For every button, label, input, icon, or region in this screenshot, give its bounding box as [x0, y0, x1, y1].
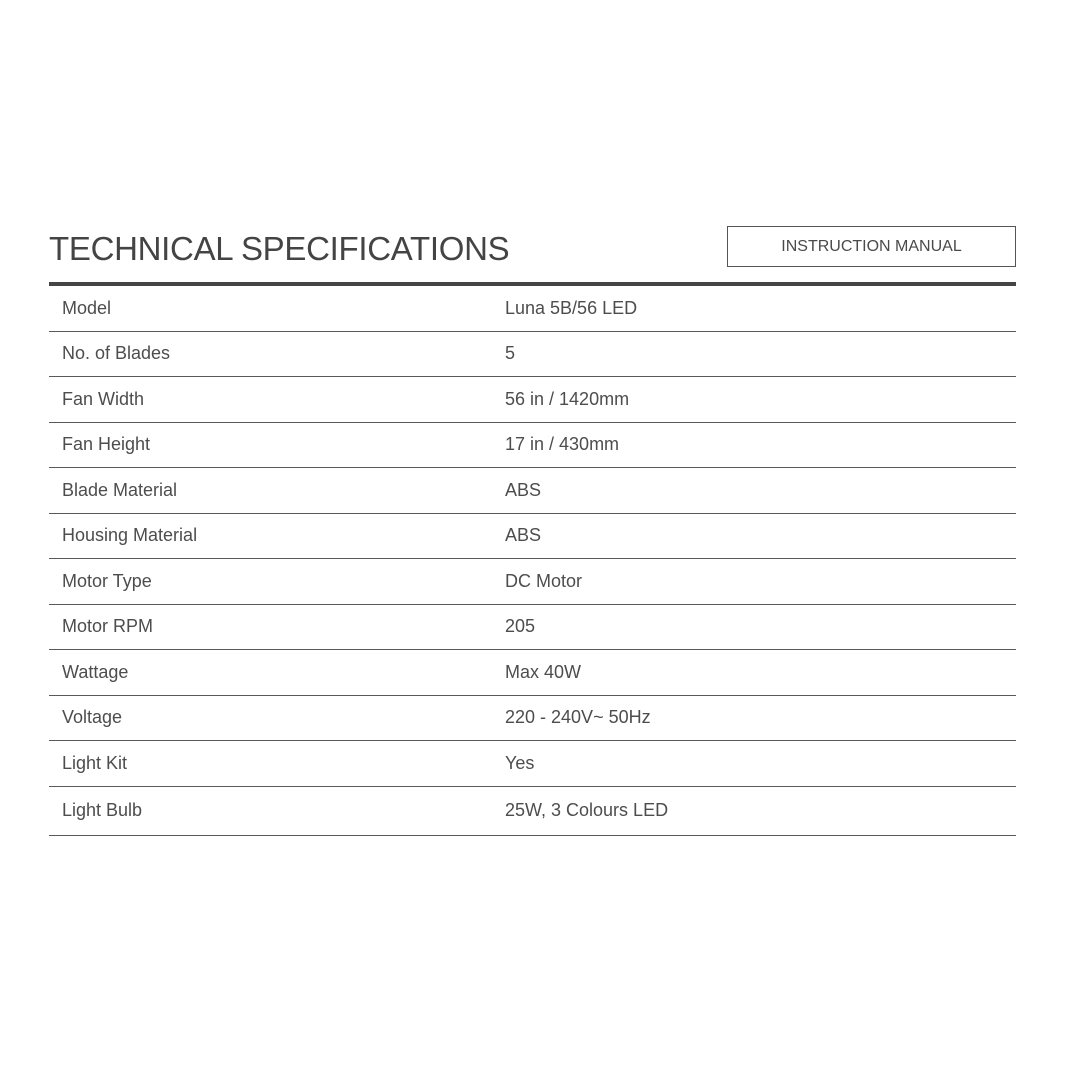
spec-row-blade-material	[49, 468, 1016, 514]
spec-value: 17 in / 430mm	[505, 422, 1016, 468]
spec-row-light-kit	[49, 741, 1016, 787]
spec-label: Motor RPM	[49, 604, 505, 650]
spec-label: No. of Blades	[49, 331, 505, 377]
spec-value: DC Motor	[505, 559, 1016, 605]
spec-label: Model	[49, 286, 505, 331]
spec-row-model	[49, 286, 1016, 331]
spec-row-motor-rpm	[49, 604, 1016, 650]
spec-value: 5	[505, 331, 1016, 377]
spec-table	[49, 286, 1016, 836]
spec-value: ABS	[505, 513, 1016, 559]
spec-label: Wattage	[49, 650, 505, 696]
spec-value: Yes	[505, 741, 1016, 787]
spec-value: 220 - 240V~ 50Hz	[505, 695, 1016, 741]
page-title: TECHNICAL SPECIFICATIONS	[49, 230, 510, 267]
spec-row-fan-height	[49, 422, 1016, 468]
spec-label: Motor Type	[49, 559, 505, 605]
spec-row-fan-width	[49, 377, 1016, 423]
spec-value: ABS	[505, 468, 1016, 514]
spec-value: 25W, 3 Colours LED	[505, 786, 1016, 835]
spec-row-light-bulb	[49, 786, 1016, 835]
technical-specifications-section	[49, 224, 1016, 836]
instruction-manual-button[interactable]: INSTRUCTION MANUAL	[727, 226, 1016, 267]
spec-row-blades	[49, 331, 1016, 377]
spec-label: Blade Material	[49, 468, 505, 514]
spec-value: 56 in / 1420mm	[505, 377, 1016, 423]
spec-label: Light Bulb	[49, 786, 505, 835]
spec-row-motor-type	[49, 559, 1016, 605]
spec-value: Luna 5B/56 LED	[505, 286, 1016, 331]
spec-label: Housing Material	[49, 513, 505, 559]
spec-label: Light Kit	[49, 741, 505, 787]
spec-row-voltage	[49, 695, 1016, 741]
spec-value: 205	[505, 604, 1016, 650]
spec-value: Max 40W	[505, 650, 1016, 696]
spec-row-housing-material	[49, 513, 1016, 559]
spec-label: Voltage	[49, 695, 505, 741]
spec-header	[49, 224, 1016, 282]
spec-label: Fan Width	[49, 377, 505, 423]
spec-label: Fan Height	[49, 422, 505, 468]
spec-row-wattage	[49, 650, 1016, 696]
